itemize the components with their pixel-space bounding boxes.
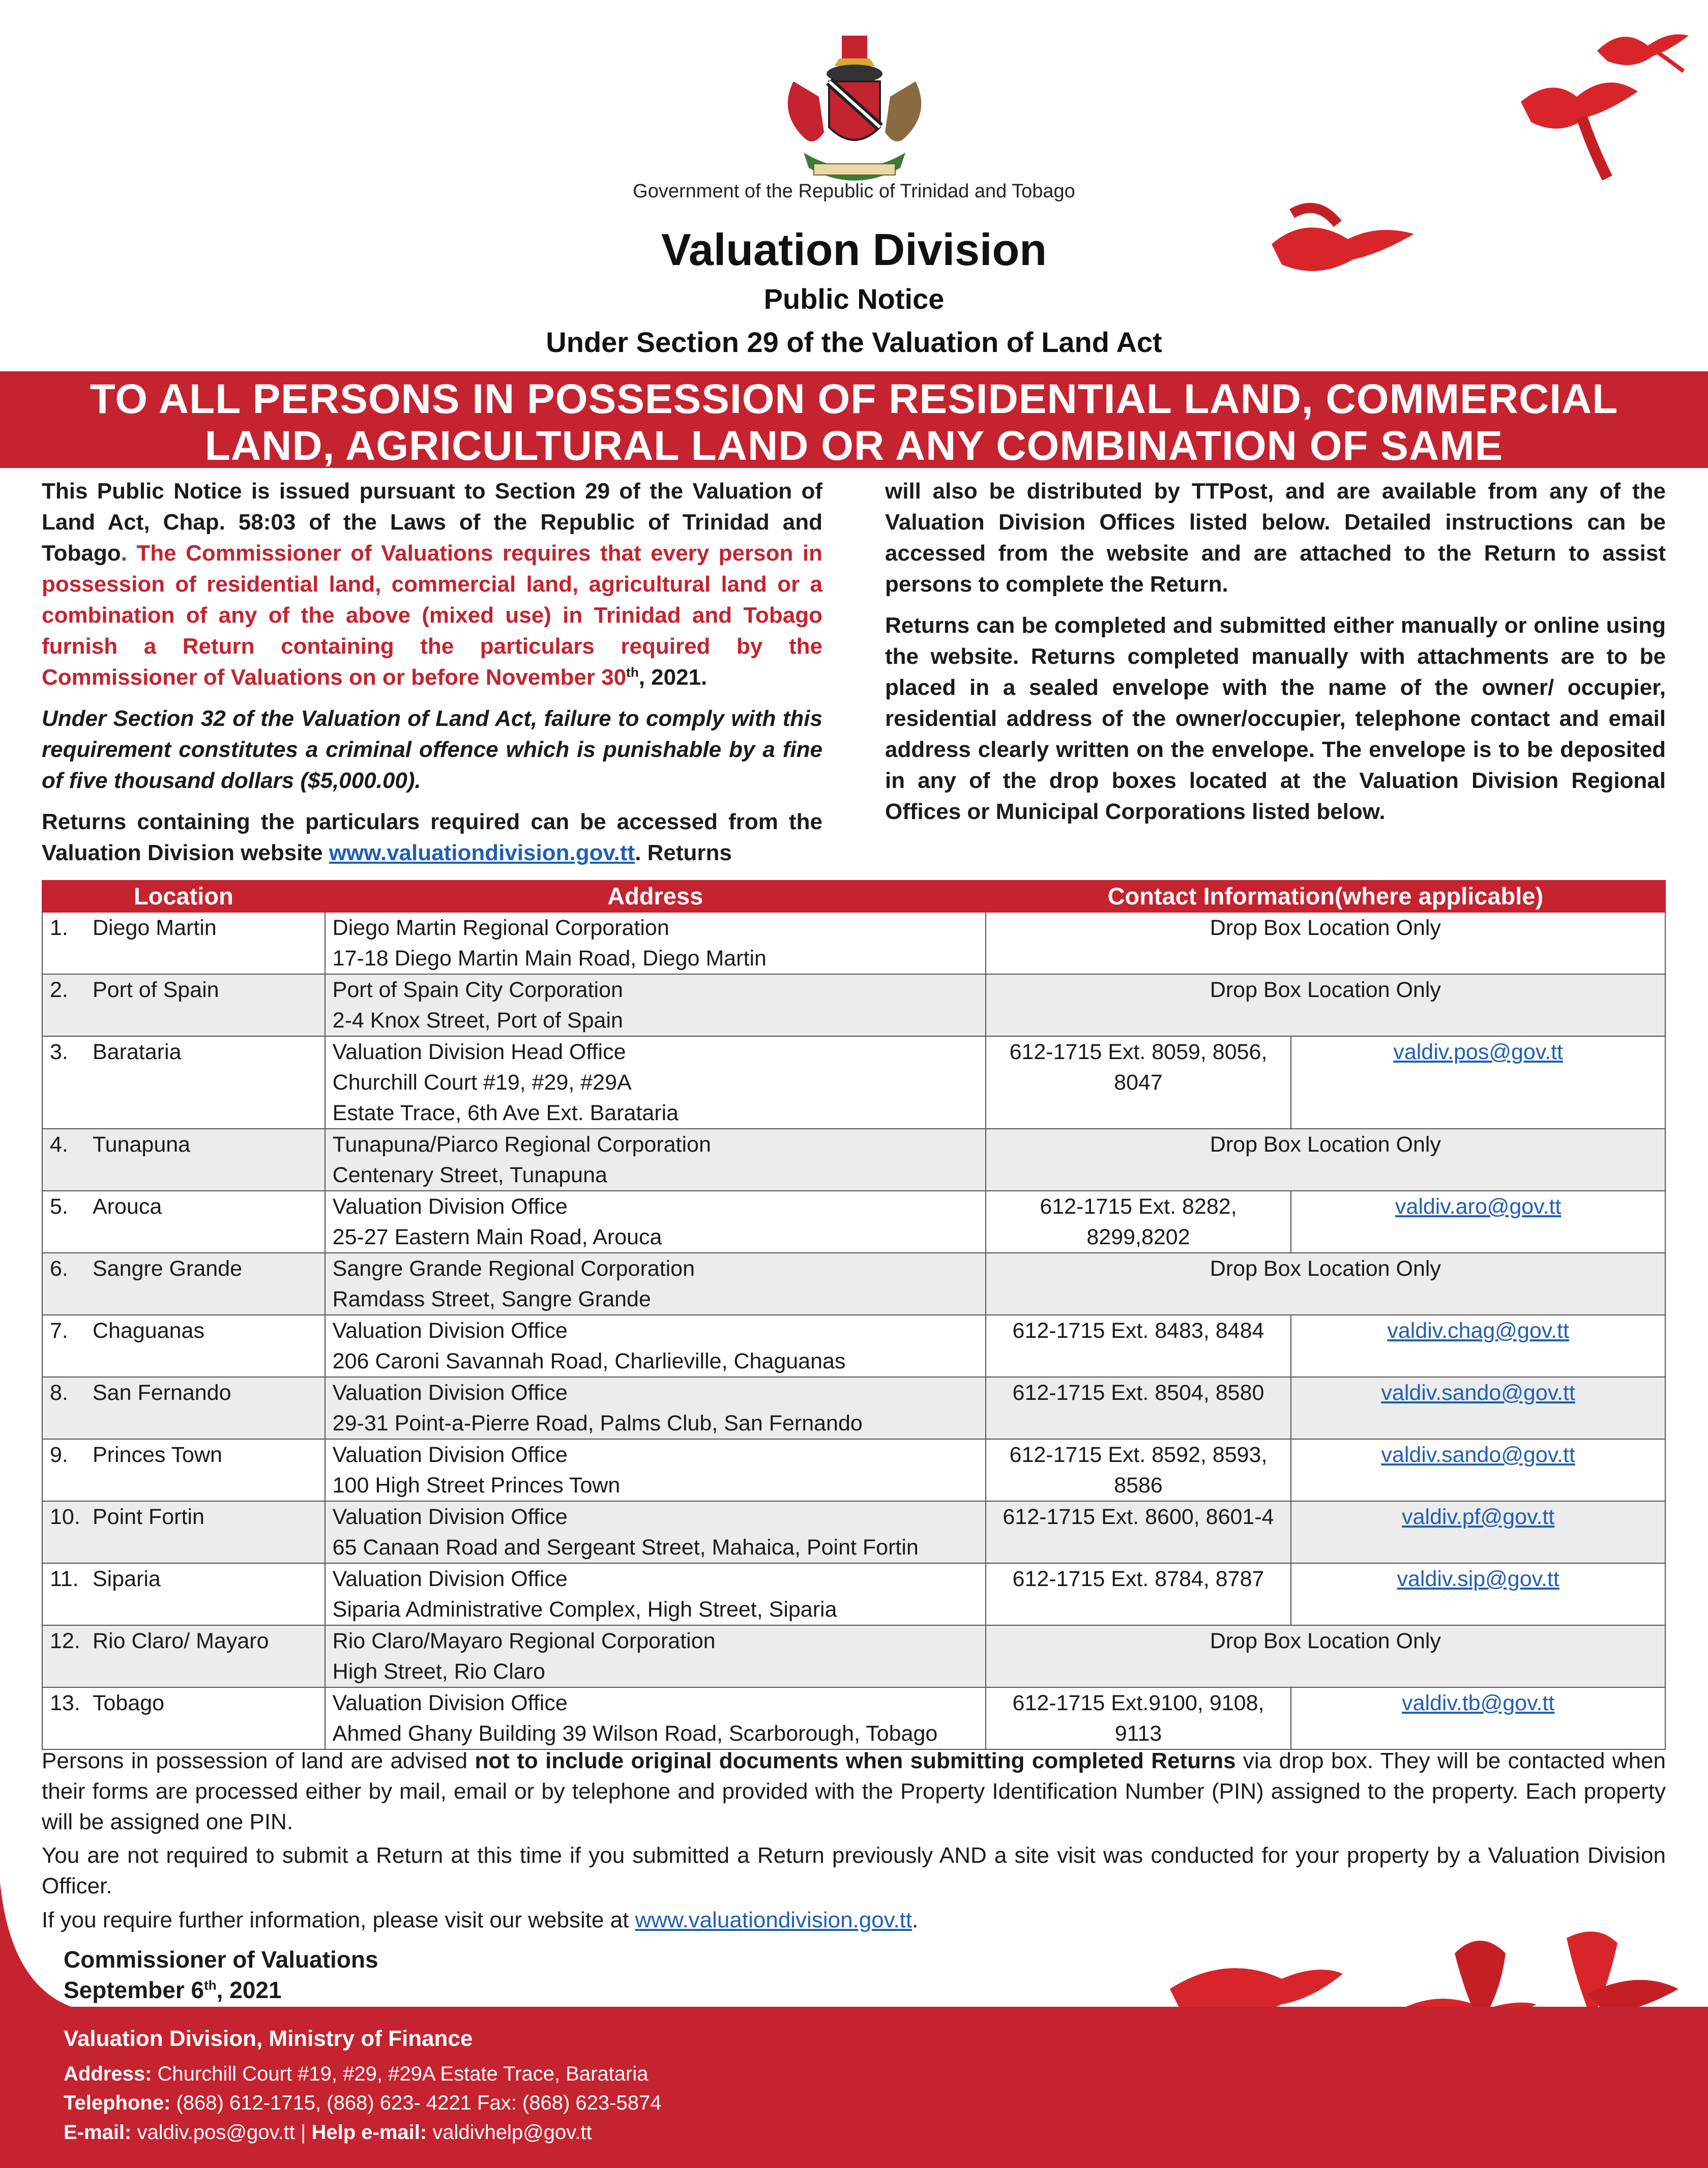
address-line-1: Tunapuna/Piarco Regional Corporation xyxy=(332,1132,711,1157)
notice-subtitle: Public Notice xyxy=(763,283,945,315)
body-left-column xyxy=(42,476,822,878)
address-line-2: 2-4 Knox Street, Port of Spain xyxy=(332,1008,623,1033)
coat-of-arms-icon xyxy=(758,31,951,193)
cell-email xyxy=(1291,1687,1665,1749)
address-line-2: High Street, Rio Claro xyxy=(332,1659,545,1684)
paragraph-returns: Returns containing the particulars required can be accessed from the Valuation Division website www.valuationdivision.gov.tt. Returns xyxy=(42,809,822,865)
paragraph-submission: Returns can be completed and submitted either manually or online using the website. Returns completed manually with attachments are to be placed in a sealed envelope with the name of the owner/ occupier, residential address of the owner/occupier, telephone contact and email address clearly written on the envelope. The envelope is to be deposited in any of the drop boxes located at the Valuation Division Regional Offices or Municipal Corporations listed below. xyxy=(885,613,1666,824)
cell-address xyxy=(325,912,986,974)
location-name: Diego Martin xyxy=(93,916,217,940)
cell-address xyxy=(325,1625,986,1687)
row-number: 6. xyxy=(50,1256,68,1281)
address-line-1: Valuation Division Office xyxy=(332,1505,568,1529)
cell-location xyxy=(42,1563,325,1625)
cell-phone: 612-1715 Ext. 8282, 8299,8202 xyxy=(986,1191,1291,1253)
table-row xyxy=(42,1129,1665,1191)
address-line-1: Valuation Division Office xyxy=(332,1691,568,1715)
cell-location xyxy=(42,1191,325,1253)
location-name: Tunapuna xyxy=(93,1132,191,1157)
page-title: Valuation Division xyxy=(661,224,1047,275)
cell-email xyxy=(1291,1563,1665,1625)
cell-email xyxy=(1291,1315,1665,1377)
email-link[interactable]: valdiv.sando@gov.tt xyxy=(1381,1443,1575,1467)
paragraph-notice: This Public Notice is issued pursuant to Section 29 of the Valuation of Land Act, Chap. 58:03 of the Laws of the Republic of Trinidad and Tobago. The Commissioner of Valuations requires that every person in possession of residential land, commercial land, agricultural land or a combination of any of the above (mixed use) in Trinidad and Tobago furnish a Return containing the particulars required by the Commissioner of Valuations on or before November 30th, 2021. xyxy=(42,479,822,690)
footer-telephone: Telephone: (868) 612-1715, (868) 623- 4221 Fax: (868) 623-5874 xyxy=(64,2092,662,2114)
website-link[interactable]: www.valuationdivision.gov.tt xyxy=(329,840,635,865)
cell-address xyxy=(325,1439,986,1501)
headline-banner xyxy=(0,371,1708,468)
cell-email xyxy=(1291,1439,1665,1501)
cell-address xyxy=(325,1129,986,1191)
address-line-1: Valuation Division Office xyxy=(332,1194,568,1219)
address-line-1: Port of Spain City Corporation xyxy=(332,978,623,1002)
cell-location xyxy=(42,1253,325,1315)
cell-location xyxy=(42,974,325,1036)
address-line-1: Valuation Division Office xyxy=(332,1319,568,1343)
location-name: Princes Town xyxy=(93,1443,222,1467)
exemption-paragraph: You are not required to submit a Return at this time if you submitted a Return previously AND a site visit was conducted for your property by a Valuation Division Officer. xyxy=(42,1843,1666,1898)
table-row xyxy=(42,974,1665,1036)
address-line-2: Ahmed Ghany Building 39 Wilson Road, Scarborough, Tobago xyxy=(332,1721,938,1746)
email-link[interactable]: valdiv.pf@gov.tt xyxy=(1402,1505,1555,1529)
cell-email xyxy=(1291,1377,1665,1439)
table-row xyxy=(42,1253,1665,1315)
table-row xyxy=(42,1501,1665,1563)
cell-address xyxy=(325,1036,986,1129)
header-address: Address xyxy=(325,881,986,912)
row-number: 12. xyxy=(50,1629,80,1653)
cell-phone: 612-1715 Ext. 8600, 8601-4 xyxy=(986,1501,1291,1563)
location-table xyxy=(42,880,1666,1750)
table-row xyxy=(42,1377,1665,1439)
row-number: 2. xyxy=(50,978,68,1002)
location-name: Point Fortin xyxy=(93,1505,204,1529)
email-link[interactable]: valdiv.pos@gov.tt xyxy=(1393,1040,1563,1064)
cell-location xyxy=(42,1129,325,1191)
cell-phone: 612-1715 Ext. 8504, 8580 xyxy=(986,1377,1291,1439)
banner-line-2: LAND, AGRICULTURAL LAND OR ANY COMBINATION OF SAME xyxy=(204,423,1504,469)
row-number: 4. xyxy=(50,1132,68,1157)
cell-location xyxy=(42,1439,325,1501)
scarlet-ibis-icon xyxy=(1506,61,1658,188)
info-paragraph: If you require further information, please visit our website at www.valuationdivision.gov.tt. xyxy=(42,1908,919,1932)
row-number: 7. xyxy=(50,1319,68,1343)
scarlet-ibis-icon xyxy=(1261,193,1424,295)
cell-dropbox: Drop Box Location Only xyxy=(986,974,1665,1036)
table-row xyxy=(42,1191,1665,1253)
cell-phone: 612-1715 Ext. 8784, 8787 xyxy=(986,1563,1291,1625)
address-line-2: Ramdass Street, Sangre Grande xyxy=(332,1287,651,1311)
footer-email: E-mail: valdiv.pos@gov.tt | Help e-mail: valdivhelp@gov.tt xyxy=(64,2121,592,2144)
cell-location xyxy=(42,1036,325,1129)
location-name: Arouca xyxy=(93,1194,162,1219)
cell-location xyxy=(42,1687,325,1749)
advice-paragraph: Persons in possession of land are advised not to include original documents when submitting completed Returns via drop box. They will be contacted when their forms are processed either by mail, email or by telephone and provided with the Property Identification Number (PIN) assigned to the property. Each property will be assigned one PIN. xyxy=(42,1748,1666,1834)
email-link[interactable]: valdiv.chag@gov.tt xyxy=(1387,1319,1569,1343)
email-link[interactable]: valdiv.sip@gov.tt xyxy=(1397,1567,1559,1591)
footer-address: Address: Churchill Court #19, #29, #29A Estate Trace, Barataria xyxy=(64,2063,649,2085)
location-name: Tobago xyxy=(93,1691,165,1715)
cell-location xyxy=(42,912,325,974)
cell-phone: 612-1715 Ext. 8592, 8593, 8586 xyxy=(986,1439,1291,1501)
location-name: Barataria xyxy=(93,1040,182,1064)
cell-address xyxy=(325,1191,986,1253)
row-number: 3. xyxy=(50,1040,68,1064)
address-line-2: 65 Canaan Road and Sergeant Street, Mahaica, Point Fortin xyxy=(332,1535,919,1560)
location-name: Port of Spain xyxy=(93,978,219,1002)
cell-dropbox: Drop Box Location Only xyxy=(986,912,1665,974)
address-line-2: 29-31 Point-a-Pierre Road, Palms Club, San Fernando xyxy=(332,1411,863,1435)
section-subtitle: Under Section 29 of the Valuation of Land Act xyxy=(546,326,1162,358)
cell-address xyxy=(325,1563,986,1625)
header-contact: Contact Information(where applicable) xyxy=(986,881,1665,912)
address-line-2: Churchill Court #19, #29, #29A xyxy=(332,1070,632,1095)
cell-location xyxy=(42,1315,325,1377)
cell-dropbox: Drop Box Location Only xyxy=(986,1253,1665,1315)
table-row xyxy=(42,1036,1665,1129)
cell-phone: 612-1715 Ext. 8483, 8484 xyxy=(986,1315,1291,1377)
cell-address xyxy=(325,1253,986,1315)
cell-location xyxy=(42,1625,325,1687)
cell-address xyxy=(325,974,986,1036)
address-line-2: Centenary Street, Tunapuna xyxy=(332,1163,607,1187)
cell-address xyxy=(325,1377,986,1439)
table-row xyxy=(42,912,1665,974)
row-number: 11. xyxy=(50,1567,79,1591)
address-line-1: Valuation Division Office xyxy=(332,1381,568,1405)
table-row xyxy=(42,1315,1665,1377)
cell-location xyxy=(42,1501,325,1563)
government-line: Government of the Republic of Trinidad and Tobago xyxy=(633,181,1075,202)
cell-email xyxy=(1291,1036,1665,1129)
table-row xyxy=(42,1687,1665,1749)
location-name: Siparia xyxy=(93,1567,161,1591)
cell-address xyxy=(325,1687,986,1749)
location-name: Rio Claro/ Mayaro xyxy=(93,1629,269,1653)
address-line-2: Siparia Administrative Complex, High Street, Siparia xyxy=(332,1597,837,1622)
address-line-2: 25-27 Eastern Main Road, Arouca xyxy=(332,1225,662,1249)
table-header-row xyxy=(42,881,1665,912)
row-number: 8. xyxy=(50,1381,68,1405)
cell-phone: 612-1715 Ext.9100, 9108, 9113 xyxy=(986,1687,1291,1749)
address-line-1: Sangre Grande Regional Corporation xyxy=(332,1256,695,1281)
row-number: 9. xyxy=(50,1443,68,1467)
paragraph-distribution: will also be distributed by TTPost, and are available from any of the Valuation Division Offices listed below. Detailed instructions can be accessed from the website and are attached to the Return to assist persons to complete the Return. xyxy=(885,479,1666,597)
signature-date: September 6th, 2021 xyxy=(64,1977,282,2003)
cell-location xyxy=(42,1377,325,1439)
table-row xyxy=(42,1439,1665,1501)
table-row xyxy=(42,1563,1665,1625)
location-name: San Fernando xyxy=(93,1381,231,1405)
footer-org: Valuation Division, Ministry of Finance xyxy=(64,2026,473,2051)
signature-title: Commissioner of Valuations xyxy=(64,1946,378,1973)
row-number: 1. xyxy=(50,916,68,940)
address-line-3: Estate Trace, 6th Ave Ext. Barataria xyxy=(332,1101,679,1125)
address-line-2: 17-18 Diego Martin Main Road, Diego Martin xyxy=(332,946,767,971)
cell-dropbox: Drop Box Location Only xyxy=(986,1625,1665,1687)
row-number: 13. xyxy=(50,1691,80,1715)
address-line-1: Rio Claro/Mayaro Regional Corporation xyxy=(332,1629,716,1653)
email-link[interactable]: valdiv.tb@gov.tt xyxy=(1402,1691,1555,1715)
header-location: Location xyxy=(42,881,325,912)
email-link[interactable]: valdiv.sando@gov.tt xyxy=(1381,1381,1575,1405)
address-line-2: 100 High Street Princes Town xyxy=(332,1473,621,1498)
cell-email xyxy=(1291,1501,1665,1563)
cell-phone: 612-1715 Ext. 8059, 8056, 8047 xyxy=(986,1036,1291,1129)
cell-dropbox: Drop Box Location Only xyxy=(986,1129,1665,1191)
banner-line-1: TO ALL PERSONS IN POSSESSION OF RESIDENTIAL LAND, COMMERCIAL xyxy=(90,376,1618,422)
email-link[interactable]: valdiv.aro@gov.tt xyxy=(1395,1194,1562,1219)
location-name: Chaguanas xyxy=(93,1319,204,1343)
cell-address xyxy=(325,1315,986,1377)
address-line-2: 206 Caroni Savannah Road, Charlieville, Chaguanas xyxy=(332,1349,846,1373)
table-row xyxy=(42,1625,1665,1687)
row-number: 5. xyxy=(50,1194,68,1219)
body-right-column xyxy=(885,476,1666,837)
cell-email xyxy=(1291,1191,1665,1253)
cell-address xyxy=(325,1501,986,1563)
address-line-1: Diego Martin Regional Corporation xyxy=(332,916,669,940)
address-line-1: Valuation Division Head Office xyxy=(332,1040,626,1064)
address-line-1: Valuation Division Office xyxy=(332,1443,568,1467)
website-link-bottom[interactable]: www.valuationdivision.gov.tt xyxy=(635,1908,912,1932)
location-name: Sangre Grande xyxy=(93,1256,243,1281)
paragraph-penalty: Under Section 32 of the Valuation of Land Act, failure to comply with this requirement constitutes a criminal offence which is punishable by a fine of five thousand dollars ($5,000.00). xyxy=(42,706,822,793)
row-number: 10. xyxy=(50,1505,80,1529)
address-line-1: Valuation Division Office xyxy=(332,1567,568,1591)
